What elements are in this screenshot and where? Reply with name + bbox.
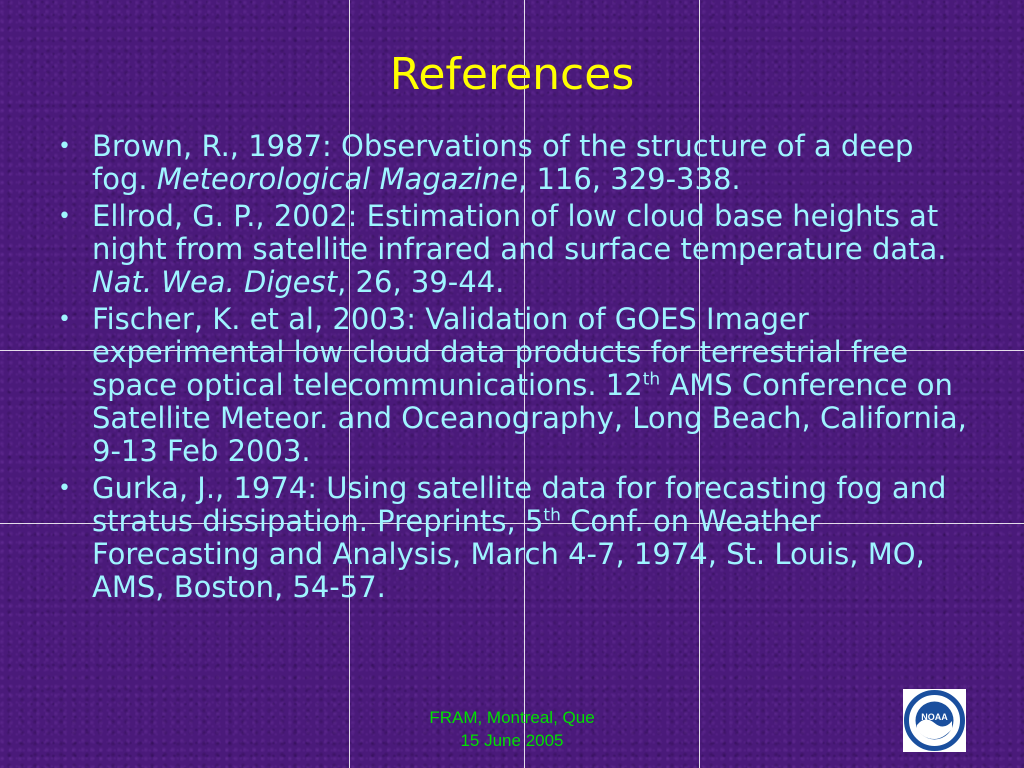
reference-text: Brown, R., 1987: Observations of the structure of a deep fog. (92, 129, 914, 196)
reference-text: , 116, 329-338. (518, 162, 741, 196)
reference-text: , 26, 39-44. (337, 265, 505, 299)
ordinal-suffix: th (543, 505, 561, 526)
journal-title: Nat. Wea. Digest (92, 265, 338, 299)
reference-item (54, 130, 974, 196)
slide-title: References (389, 49, 635, 100)
reference-text: Ellrod, G. P., 2002: Estimation of low cloud base heights at night from satellite infrared and surface temperature data. (92, 199, 947, 266)
reference-text: Gurka, J., 1974: Using satellite data for forecasting fog and stratus dissipation. Preprints, 5 (92, 471, 947, 538)
journal-title: Meteorological Magazine (156, 162, 519, 196)
reference-text: Fischer, K. et al, 2003: Validation of GOES Imager experimental low cloud data products for terrestrial free space optical telecommunications. 12 (92, 302, 909, 402)
reference-item (54, 303, 974, 468)
reference-text: AMS Conference on Satellite Meteor. and Oceanography, Long Beach, California, 9-13 Feb 2003. (92, 368, 967, 468)
bullet-icon: • (58, 204, 71, 229)
noaa-emblem-icon (903, 689, 966, 752)
noaa-logo (903, 689, 966, 752)
reference-text: Conf. on Weather Forecasting and Analysis, March 4-7, 1974, St. Louis, MO, AMS, Boston, 54-57. (92, 504, 925, 604)
bullet-icon: • (58, 134, 71, 159)
bullet-icon: • (58, 307, 71, 332)
logo-text: NOAA (921, 712, 948, 722)
bullet-icon: • (58, 476, 71, 501)
footer-event: FRAM, Montreal, Que (429, 708, 595, 727)
footer-date: 15 June 2005 (460, 731, 564, 750)
reference-item (54, 200, 974, 299)
references-list (54, 130, 974, 608)
footer (390, 706, 634, 752)
ordinal-suffix: th (642, 369, 661, 390)
reference-item (54, 472, 974, 604)
